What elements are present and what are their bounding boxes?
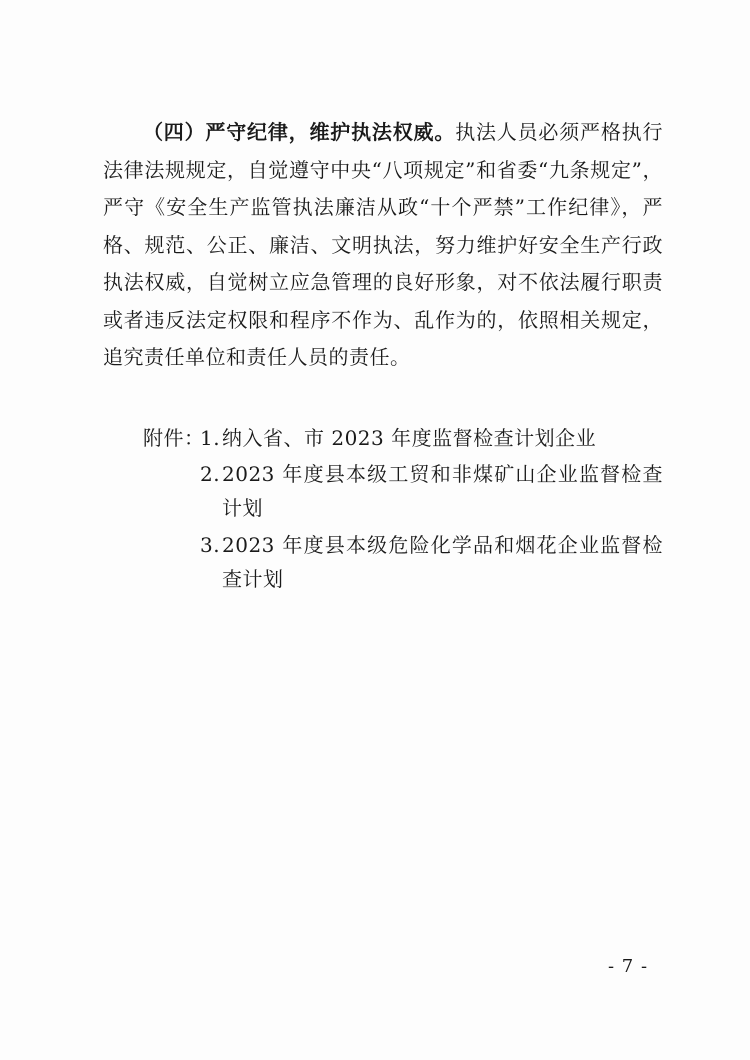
attachment-number: 1. <box>200 426 221 450</box>
attachments-list <box>200 421 663 598</box>
page-number: - 7 - <box>608 956 649 977</box>
section-paragraph <box>103 114 663 377</box>
attachments-label: 附件： <box>143 426 205 450</box>
attachment-title: 纳入省、市 2023 年度监督检查计划企业 <box>222 426 597 450</box>
attachment-number: 3. <box>200 533 221 557</box>
attachment-item-3 <box>200 528 663 596</box>
attachment-title: 2023 年度县本级危险化学品和烟花企业监督检查计划 <box>222 533 663 591</box>
attachments-block <box>143 421 663 598</box>
attachment-number: 2. <box>200 462 221 486</box>
attachment-item-2 <box>200 457 663 525</box>
attachment-title: 2023 年度县本级工贸和非煤矿山企业监督检查计划 <box>222 462 663 520</box>
attachment-item-1 <box>200 421 663 455</box>
section-heading: （四）严守纪律，维护执法权威。 <box>143 120 456 144</box>
discipline-section <box>103 114 663 377</box>
attachments-row <box>143 421 663 598</box>
section-body: 执法人员必须严格执行法律法规规定，自觉遵守中央“八项规定”和省委“九条规定”，严守《安全生产监管执法廉洁从政“十个严禁”工作纪律》，严格、规范、公正、廉洁、文明执法，努力维护好安全生产行政执法权威，自觉树立应急管理的良好形象，对不依法履行职责或者违反法定权限和程序不作为、乱作为的，依照相关规定，追究责任单位和责任人员的责任。 <box>103 120 663 369</box>
